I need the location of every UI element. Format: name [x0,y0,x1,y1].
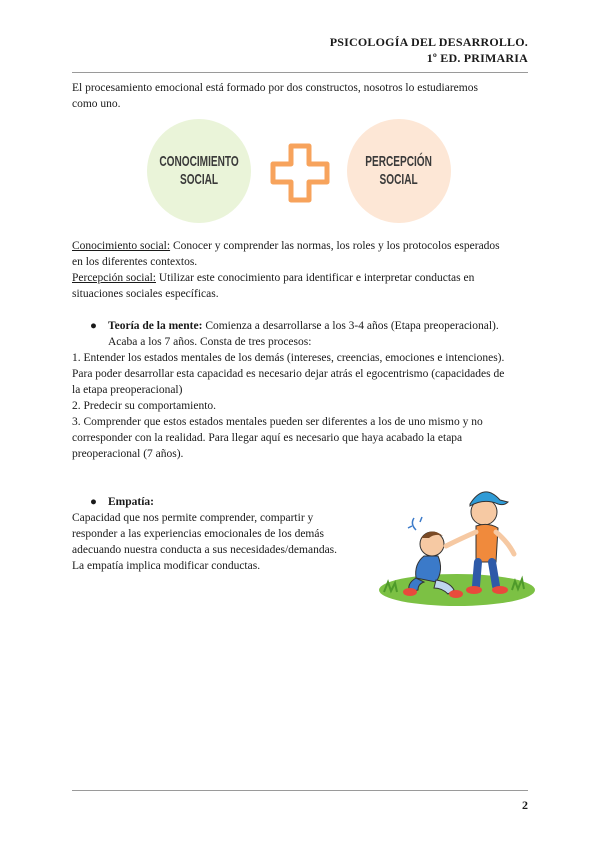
teoria-text: Comienza a desarrollarse a los 3-4 años (Etapa preoperacional). [202,320,499,332]
header-degree: 1º ED. PRIMARIA [426,51,528,65]
empatia-definition [72,510,372,574]
bullet-dot: ● [90,496,97,508]
circle-right-line-2: SOCIAL [379,171,419,188]
process-2: 2. Predecir su comportamiento. [72,400,217,412]
header-divider [72,72,528,73]
definitions-block [72,238,528,302]
process-1-line-3: la etapa preoperacional) [72,384,183,396]
page-number: 2 [522,798,528,812]
bullet-dot: ● [90,320,97,332]
empatia-line-2: responder a las experiencias emocionales de los demás [72,528,324,540]
teoria-bullet [90,318,499,334]
footer-divider [72,790,528,791]
process-3-line-2: corresponder con la realidad. Para llegar aquí es necesario que haya acabado la etapa [72,432,463,444]
teoria-line-2: Acaba a los 7 años. Consta de tres procesos: [108,336,312,348]
def-conocimiento-line-2: en los diferentes contextos. [72,256,198,268]
circle-left-line-2: SOCIAL [179,171,219,188]
circle-right-line-1: PERCEPCIÓN [365,153,433,170]
process-3-line-3: preoperacional (7 años). [72,448,184,460]
intro-line-1: El procesamiento emocional está formado por dos constructos, nosotros lo estudiaremos [72,82,478,94]
empathy-illustration [372,480,542,610]
teoria-title: Teoría de la mente: [108,320,203,332]
percepcion-social-circle [347,119,451,223]
empatia-line-3: adecuando nuestra conducta a sus necesidades/demandas. [72,544,338,556]
circle-left-line-1: CONOCIMIENTO [159,153,239,170]
def-percepcion-term: Percepción social: [72,272,156,284]
def-conocimiento-term: Conocimiento social: [72,240,171,252]
empatia-line-1: Capacidad que nos permite comprender, compartir y [72,512,314,524]
def-conocimiento [72,238,528,254]
empatia-line-4: La empatía implica modificar conductas. [72,560,261,572]
header-course: PSICOLOGÍA DEL DESARROLLO. [329,35,528,49]
def-conocimiento-text: Conocer y comprender las normas, los roles y los protocolos esperados [170,240,500,252]
def-percepcion-line-2: situaciones sociales específicas. [72,288,219,300]
def-percepcion-text: Utilizar este conocimiento para identificar e interpretar conductas en [155,272,475,284]
empatia-bullet [90,494,154,510]
conocimiento-social-circle [147,119,251,223]
process-1-line-2: Para poder desarrollar esta capacidad es necesario dejar atrás el egocentrismo (capacidades de [72,368,505,380]
process-1: 1. Entender los estados mentales de los demás (intereses, creencias, emociones e intenciones). [72,352,505,364]
process-3: 3. Comprender que estos estados mentales pueden ser diferentes a los de uno mismo y no [72,416,483,428]
plus-icon [270,143,330,203]
document-header [330,34,528,66]
intro-line-2: como uno. [72,98,121,110]
intro-paragraph [72,80,528,112]
def-percepcion [72,270,528,286]
empatia-title: Empatía: [108,496,154,508]
teoria-processes [72,350,528,462]
